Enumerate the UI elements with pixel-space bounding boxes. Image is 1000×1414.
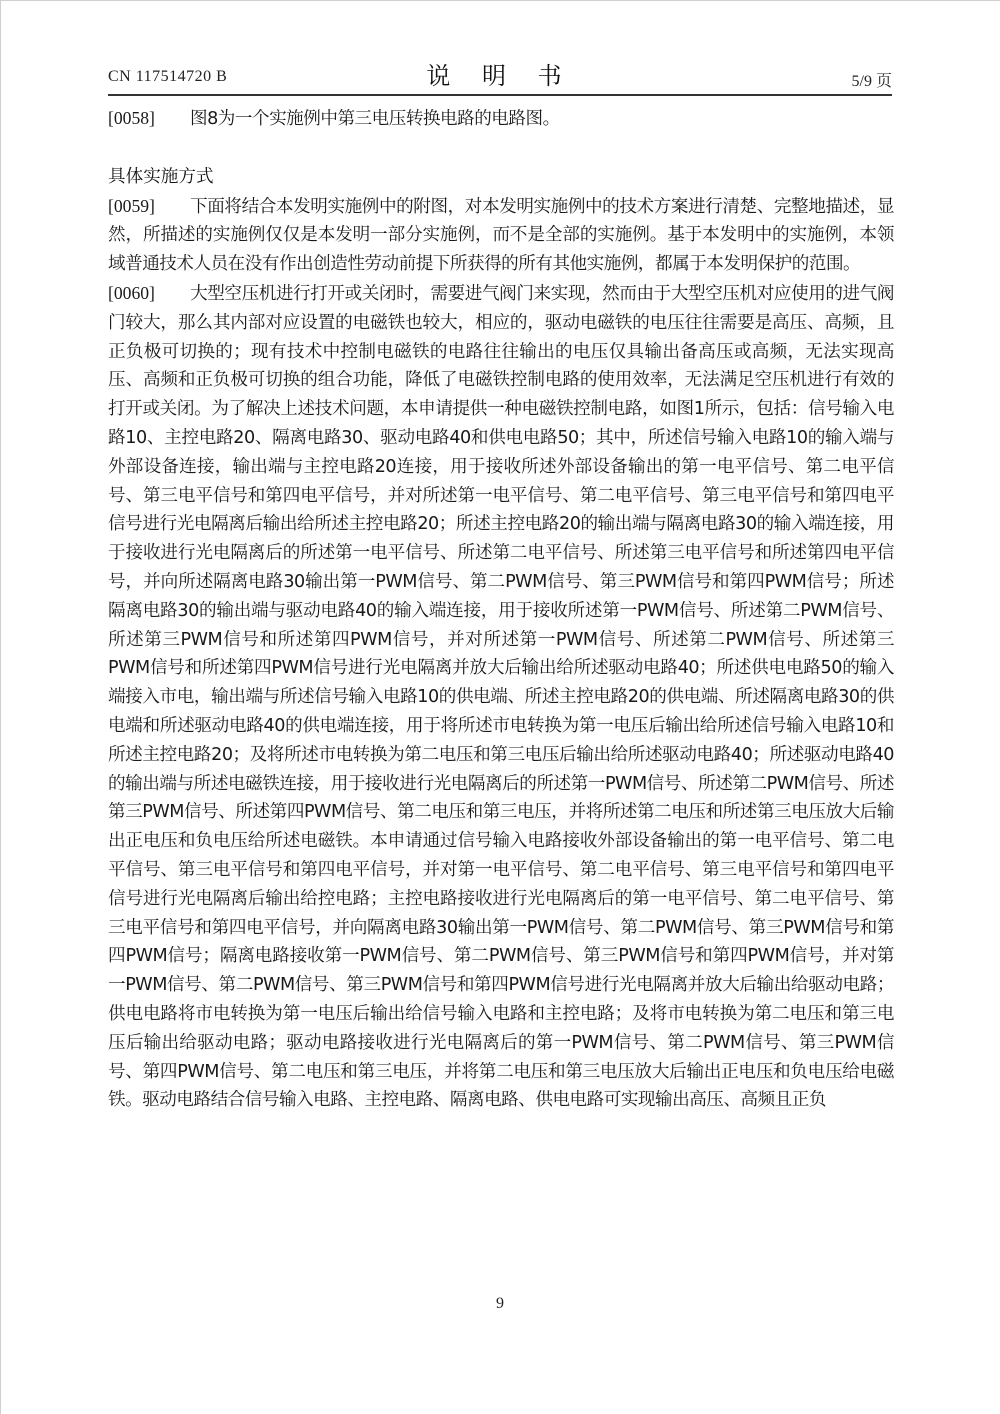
patent-number: CN 117514720 B xyxy=(108,68,228,85)
paragraph-number: [0060] xyxy=(108,282,155,303)
paragraph-0058 xyxy=(108,104,894,134)
page-header xyxy=(108,56,892,96)
paragraph-text: 下面将结合本发明实施例中的附图，对本发明实施例中的技术方案进行清楚、完整地描述，显然，所描述的实施例仅仅是本发明一部分实施例，而不是全部的实施例。基于本发明中的实施例，本领域普通技术人员在没有作出创造性劳动前提下所获得的所有其他实施例，都属于本发明保护的范围。 xyxy=(108,196,894,275)
paragraph-0059 xyxy=(108,192,894,279)
document-body xyxy=(108,104,894,1115)
paragraph-text: 图8为一个实施例中第三电压转换电路的电路图。 xyxy=(190,109,560,129)
page-counter: 5/9 页 xyxy=(851,73,892,90)
paragraph-number: [0059] xyxy=(108,195,155,216)
page-number: 9 xyxy=(496,1295,504,1312)
paragraph-0060 xyxy=(108,279,894,1115)
paragraph-number: [0058] xyxy=(108,108,155,128)
page-edge-top xyxy=(0,0,1000,1)
document-title: 说 明 书 xyxy=(426,62,574,90)
page-edge-left xyxy=(0,0,1,1414)
header-rule xyxy=(108,94,892,96)
section-heading: 具体实施方式 xyxy=(108,166,214,187)
paragraph-text: 大型空压机进行打开或关闭时，需要进气阀门来实现，然而由于大型空压机对应使用的进气阀门较大，那么其内部对应设置的电磁铁也较大，相应的，驱动电磁铁的电压往往需要是高压、高频，且正负极可切换的；现有技术中控制电磁铁的电路往往输出的电压仅具输出备高压或高频，无法实现高压、高频和正负极可切换的组合功能，降低了电磁铁控制电路的使用效率，无法满足空压机进行有效的打开或关闭。为了解决上述技术问题，本申请提供一种电磁铁控制电路，如图1所示，包括：信号输入电路10、主控电路20、隔离电路30、驱动电路40和供电电路50；其中，所述信号输入电路10的输入端与外部设备连接，输出端与主控电路20连接，用于接收所述外部设备输出的第一电平信号、第二电平信号、第三电平信号和第四电平信号，并对所述第一电平信号、第二电平信号、第三电平信号和第四电平信号进行光电隔离后输出给所述主控电路20；所述主控电路20的输出端与隔离电路30的输入端连接，用于接收进行光电隔离后的所述第一电平信号、所述第二电平信号、所述第三电平信号和所述第四电平信号，并向所述隔离电路30输出第一PWM信号、第二PWM信号、第三PWM信号和第四PWM信号；所述隔离电路30的输出端与驱动电路40的输入端连接，用于接收所述第一PWM信号、所述第二PWM信号、所述第三PWM信号和所述第四PWM信号，并对所述第一PWM信号、所述第二PWM信号、所述第三PWM信号和所述第四PWM信号进行光电隔离并放大后输出给所述驱动电路40；所述供电电路50的输入端接入市电，输出端与所述信号输入电路10的供电端、所述主控电路20的供电端、所述隔离电路30的供电端和所述驱动电路40的供电端连接，用于将所述市电转换为第一电压后输出给所述信号输入电路10和所述主控电路20；及将所述市电转换为第二电压和第三电压后输出给所述驱动电路40；所述驱动电路40的输出端与所述电磁铁连接，用于接收进行光电隔离后的所述第一PWM信号、所述第二PWM信号、所述第三PWM信号、所述第四PWM信号、第二电压和第三电压，并将所述第二电压和所述第三电压放大后输出正电压和负电压给所述电磁铁。本申请通过信号输入电路接收外部设备输出的第一电平信号、第二电平信号、第三电平信号和第四电平信号，并对第一电平信号、第二电平信号、第三电平信号和第四电平信号进行光电隔离后输出给控电路；主控电路接收进行光电隔离后的第一电平信号、第二电平信号、第三电平信号和第四电平信号，并向隔离电路30输出第一PWM信号、第二PWM信号、第三PWM信号和第四PWM信号；隔离电路接收第一PWM信号、第二PWM信号、第三PWM信号和第四PWM信号，并对第一PWM信号、第二PWM信号、第三PWM信号和第四PWM信号进行光电隔离并放大后输出给驱动电路；供电电路将市电转换为第一电压后输出给信号输入电路和主控电路；及将市电转换为第二电压和第三电压后输出给驱动电路；驱动电路接收进行光电隔离后的第一PWM信号、第二PWM信号、第三PWM信号、第四PWM信号、第二电压和第三电压，并将第二电压和第三电压放大后输出正电压和负电压给电磁铁。驱动电路结合信号输入电路、主控电路、隔离电路、供电电路可实现输出高压、高频且正负 xyxy=(108,283,894,1111)
